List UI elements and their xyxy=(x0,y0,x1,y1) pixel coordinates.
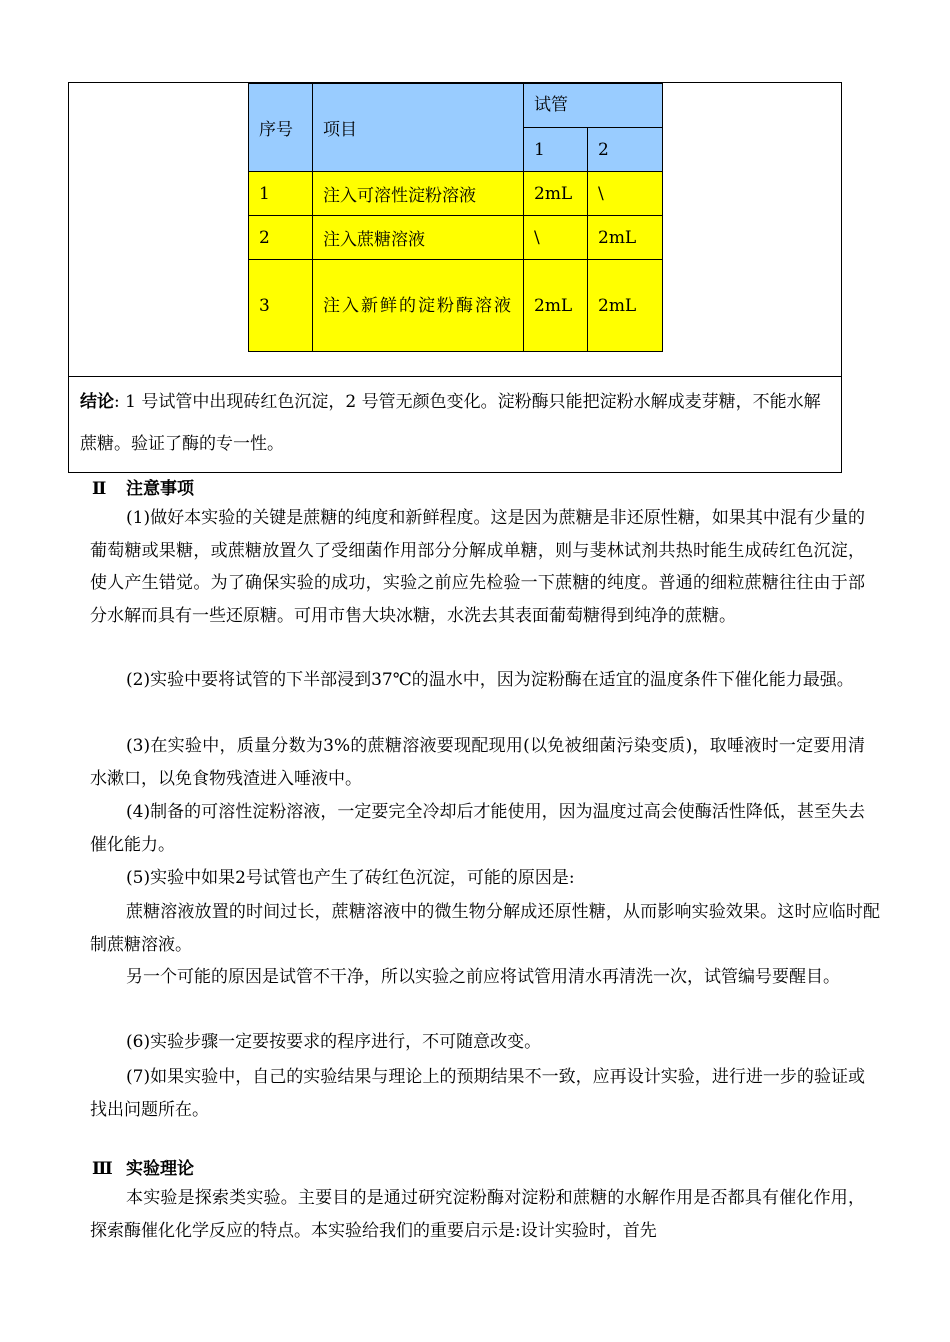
row-item: 注入新鲜的淀粉酶溶液 xyxy=(313,260,524,352)
note-paragraph: (6)实验步骤一定要按要求的程序进行，不可随意改变。 xyxy=(126,1032,542,1052)
row-tube1: 2mL xyxy=(524,260,588,352)
section-2-heading xyxy=(92,474,194,499)
header-tube-2: 2 xyxy=(588,128,663,172)
section-3-numeral: Ⅲ xyxy=(92,1159,113,1179)
header-index: 序号 xyxy=(249,84,313,172)
row-tube1: 2mL xyxy=(524,172,588,216)
row-index: 2 xyxy=(249,216,313,260)
table-row xyxy=(249,172,663,216)
experiment-table xyxy=(248,83,663,352)
note-paragraph: (2)实验中要将试管的下半部浸到37℃的温水中，因为淀粉酶在适宜的温度条件下催化能力最强。 xyxy=(126,670,854,690)
header-tube-1: 1 xyxy=(524,128,588,172)
row-tube1: \ xyxy=(524,216,588,260)
section-2-numeral: Ⅱ xyxy=(92,479,107,499)
conclusion xyxy=(80,381,832,465)
table-row xyxy=(249,216,663,260)
note-paragraph: (1)做好本实验的关键是蔗糖的纯度和新鲜程度。这是因为蔗糖是非还原性糖，如果其中混有少量的葡萄糖或果糖，或蔗糖放置久了受细菌作用部分分解成单糖，则与斐林试剂共热时能生成砖红色沉淀，使人产生错觉。为了确保实验的成功，实验之前应先检验一下蔗糖的纯度。普通的细粒蔗糖往往由于部分水解而具有一些还原糖。可用市售大块冰糖，水洗去其表面葡萄糖得到纯净的蔗糖。 xyxy=(90,508,865,626)
row-tube2: 2mL xyxy=(588,260,663,352)
note-paragraph: (3)在实验中，质量分数为3%的蔗糖溶液要现配现用(以免被细菌污染变质)，取唾液时一定要用清水漱口，以免食物残渣进入唾液中。 xyxy=(90,736,865,789)
row-index: 3 xyxy=(249,260,313,352)
conclusion-label: 结论 xyxy=(80,392,114,412)
row-index: 1 xyxy=(249,172,313,216)
theory-paragraph: 本实验是探索类实验。主要目的是通过研究淀粉酶对淀粉和蔗糖的水解作用是否都具有催化作用，探索酶催化化学反应的特点。本实验给我们的重要启示是:设计实验时，首先 xyxy=(90,1188,865,1241)
table-row xyxy=(249,260,663,352)
header-item: 项目 xyxy=(313,84,524,172)
note-paragraph: (7)如果实验中，自己的实验结果与理论上的预期结果不一致，应再设计实验，进行进一步的验证或找出问题所在。 xyxy=(90,1067,865,1120)
conclusion-text: : 1 号试管中出现砖红色沉淀，2 号管无颜色变化。淀粉酶只能把淀粉水解成麦芽糖，不能水解蔗糖。验证了酶的专一性。 xyxy=(80,392,821,454)
section-3-heading xyxy=(92,1154,194,1179)
note-paragraph: (4)制备的可溶性淀粉溶液，一定要完全冷却后才能使用，因为温度过高会使酶活性降低，甚至失去催化能力。 xyxy=(90,802,865,855)
row-tube2: 2mL xyxy=(588,216,663,260)
note-paragraph: (5)实验中如果2号试管也产生了砖红色沉淀，可能的原因是: xyxy=(126,868,575,888)
note-paragraph: 另一个可能的原因是试管不干净，所以实验之前应将试管用清水再清洗一次，试管编号要醒目。 xyxy=(126,967,840,987)
row-item: 注入可溶性淀粉溶液 xyxy=(313,172,524,216)
row-item: 注入蔗糖溶液 xyxy=(313,216,524,260)
note-paragraph: 蔗糖溶液放置的时间过长，蔗糖溶液中的微生物分解成还原性糖，从而影响实验效果。这时应临时配制蔗糖溶液。 xyxy=(90,902,880,955)
section-2-title: 注意事项 xyxy=(126,479,194,499)
row-tube2: \ xyxy=(588,172,663,216)
conclusion-divider xyxy=(68,376,842,377)
header-tube: 试管 xyxy=(524,84,663,128)
section-3-title: 实验理论 xyxy=(126,1159,194,1179)
